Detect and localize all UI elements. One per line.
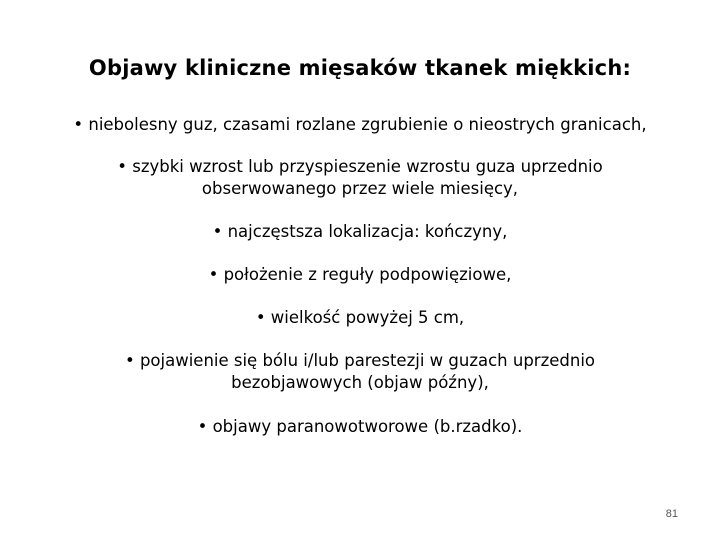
slide-title: Objawy kliniczne mięsaków tkanek miękkich: [88,56,632,80]
bullet-line: • położenie z reguły podpowięziowe, [208,265,512,284]
bullet-line: • najczęstsza lokalizacja: kończyny, [212,222,508,241]
bullet-line: • niebolesny guz, czasami rozlane zgrubienie o nieostrych granicach, [73,115,647,134]
bullet-line: • objawy paranowotworowe (b.rzadko). [197,417,523,436]
bullet-line-continued: obserwowanego przez wiele miesięcy, [201,179,519,198]
page-number: 81 [665,508,678,520]
bullet-line: • pojawienie się bólu i/lub parestezji w guzach uprzednio [124,351,596,370]
bullet-line-continued: bezobjawowych (objaw późny), [231,373,489,392]
bullet-paraneoplastic [20,416,700,438]
bullet-line: • wielkość powyżej 5 cm, [255,308,465,327]
bullet-line: • szybki wzrost lub przyspieszenie wzrostu guza uprzednio [117,157,603,176]
bullet-location [20,221,700,243]
bullet-subfascial [20,264,700,286]
bullet-rapid-growth [20,156,700,200]
bullet-pain [20,350,700,394]
bullet-painless-tumor [20,114,700,136]
bullet-size [20,307,700,329]
